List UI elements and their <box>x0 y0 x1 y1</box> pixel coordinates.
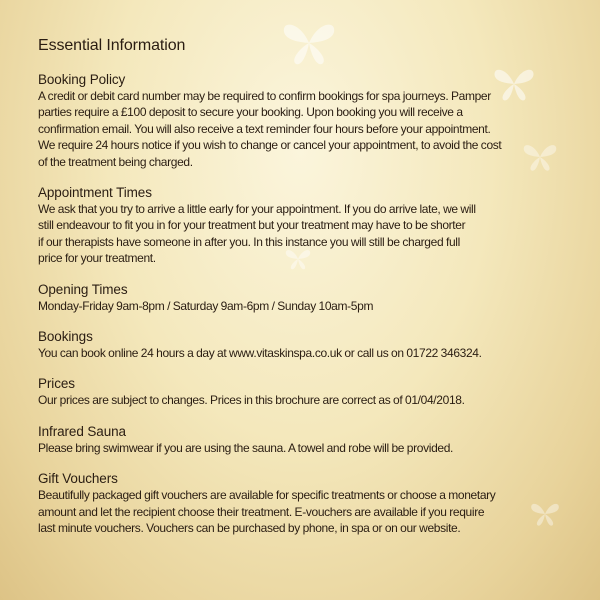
section-bookings <box>38 329 566 361</box>
section-heading: Appointment Times <box>38 185 152 201</box>
body-line: Beautifully packaged gift vouchers are available for specific treatments or choose a monetary <box>38 488 496 503</box>
section-heading: Booking Policy <box>38 72 126 87</box>
section-heading: Opening Times <box>38 281 128 297</box>
section-booking-policy <box>38 72 566 170</box>
section-body <box>38 440 566 456</box>
section-appointment-times <box>38 185 566 267</box>
page-title: Essential Information <box>38 37 186 54</box>
body-line: still endeavour to fit you in for your treatment but your treatment may have to be shorter <box>38 218 466 233</box>
body-line: Monday-Friday 9am-8pm / Saturday 9am-6pm / Sunday 10am-5pm <box>38 298 374 313</box>
body-line: You can book online 24 hours a day at www.vitaskinspa.co.uk or call us on 01722 346324. <box>38 346 482 361</box>
section-heading: Gift Vouchers <box>38 471 118 487</box>
body-line: if our therapists have someone in after you. In this instance you will still be charged full <box>38 234 460 249</box>
body-line: price for your treatment. <box>38 251 156 266</box>
section-body <box>38 487 566 536</box>
section-gift-vouchers <box>38 471 566 536</box>
section-body <box>38 298 566 314</box>
section-body <box>38 345 566 361</box>
section-heading: Bookings <box>38 329 93 345</box>
section-heading: Infrared Sauna <box>38 423 126 439</box>
body-line: Our prices are subject to changes. Prices in this brochure are correct as of 01/04/2018. <box>38 393 465 408</box>
body-line: amount and let the recipient choose their treatment. E-vouchers are available if you require <box>38 504 485 519</box>
section-body <box>38 392 566 408</box>
section-prices <box>38 376 566 408</box>
section-infrared-sauna <box>38 424 566 456</box>
body-line: Please bring swimwear if you are using the sauna. A towel and robe will be provided. <box>38 440 454 455</box>
essential-information <box>38 36 566 552</box>
section-body <box>38 88 566 170</box>
body-line: last minute vouchers. Vouchers can be purchased by phone, in spa or on our website. <box>38 521 461 536</box>
body-line: We ask that you try to arrive a little early for your appointment. If you do arrive late, we will <box>38 202 476 217</box>
body-line: parties require a £100 deposit to secure your booking. Upon booking you will receive a <box>38 105 463 120</box>
body-line: of the treatment being charged. <box>38 154 193 169</box>
section-opening-times <box>38 282 566 314</box>
body-line: A credit or debit card number may be required to confirm bookings for spa journeys. Pamper <box>38 89 491 103</box>
section-body <box>38 201 566 267</box>
body-line: We require 24 hours notice if you wish to change or cancel your appointment, to avoid the cost <box>38 138 502 153</box>
section-heading: Prices <box>38 376 75 392</box>
body-line: confirmation email. You will also receive a text reminder four hours before your appointment. <box>38 121 491 136</box>
